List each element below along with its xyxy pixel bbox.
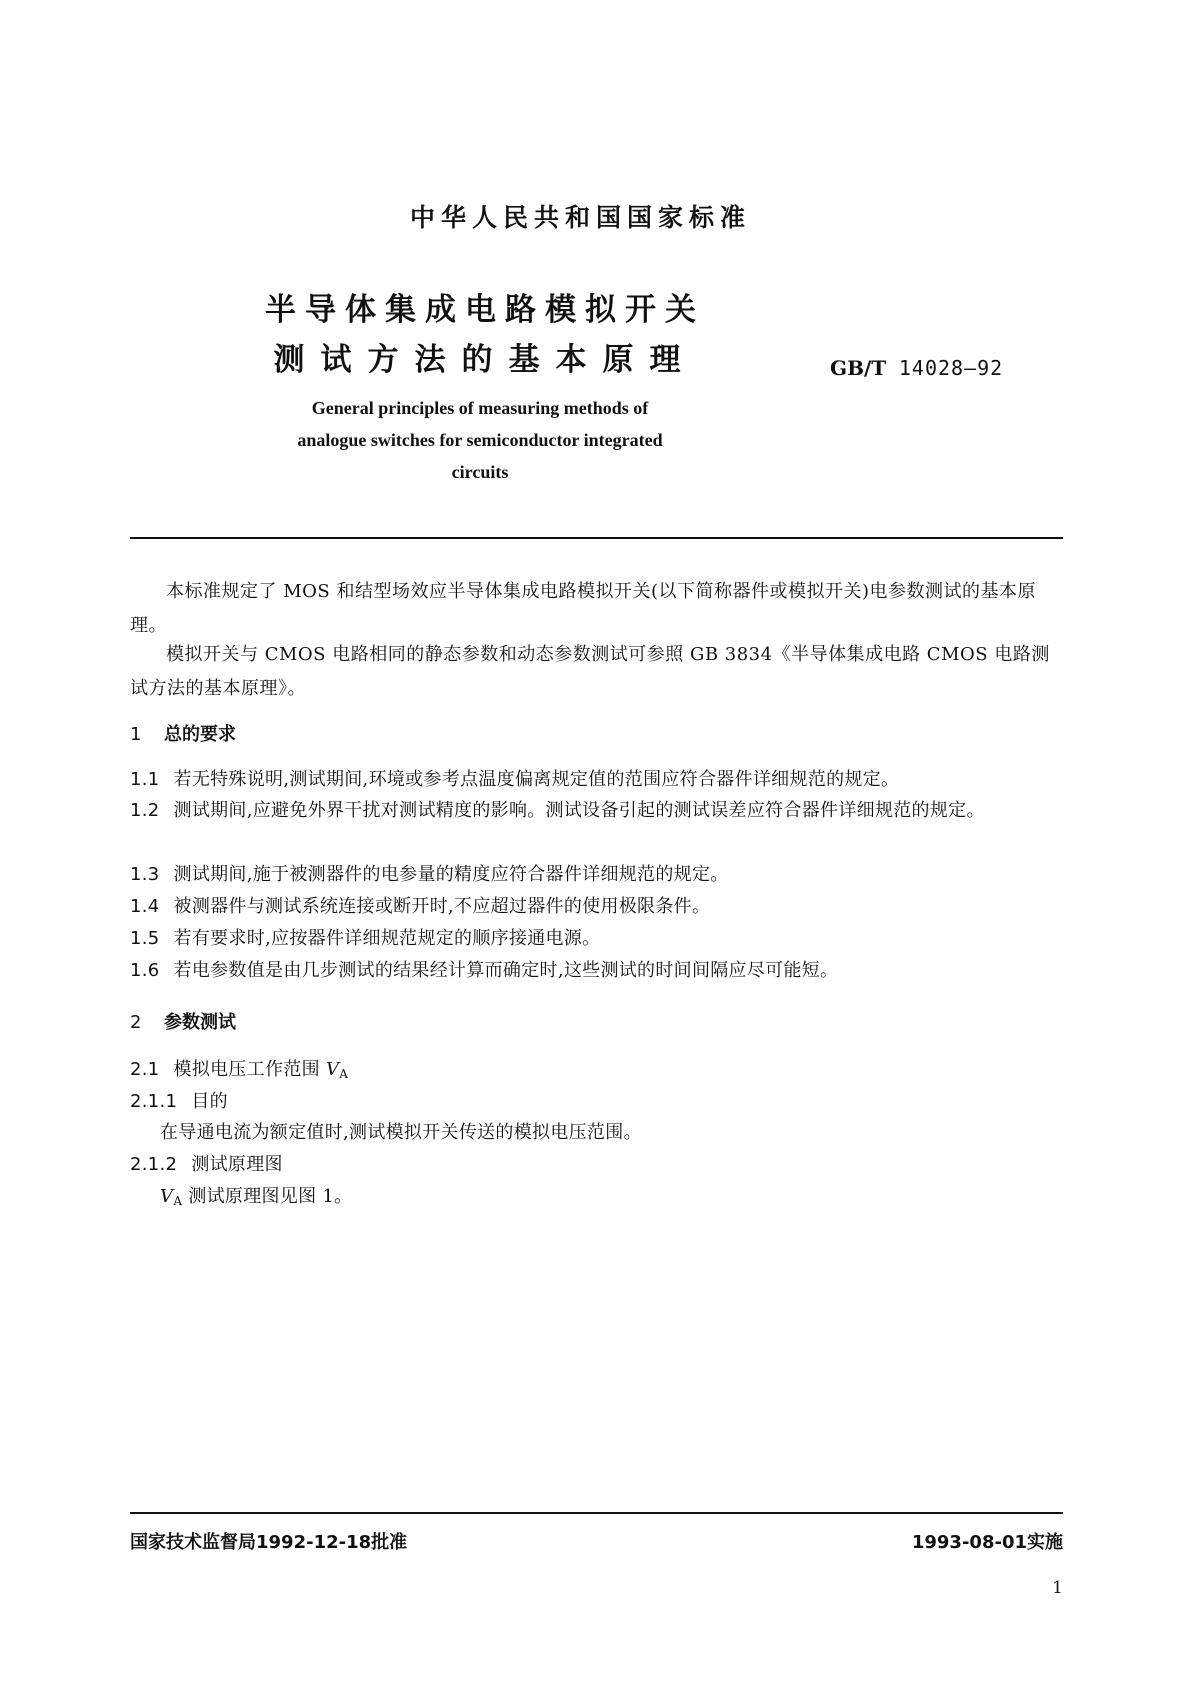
section-2-number: 2 bbox=[130, 1012, 142, 1033]
title-en-line1: General principles of measuring methods of bbox=[311, 398, 649, 418]
section-1-title: 总的要求 bbox=[164, 724, 236, 745]
national-standard-label: 中华人民共和国国家标准 bbox=[409, 203, 751, 232]
clause-1-4 bbox=[130, 890, 1065, 924]
clause-number: 1.3 bbox=[130, 864, 160, 885]
standard-code-prefix: GB/T bbox=[830, 356, 887, 380]
section-2-heading bbox=[130, 1008, 236, 1034]
section-1-heading bbox=[130, 720, 236, 746]
clause-2-1-2-body bbox=[160, 1180, 1095, 1218]
title-en-line3: circuits bbox=[451, 462, 509, 482]
voltage-subscript: A bbox=[339, 1067, 349, 1081]
clause-number: 2.1.2 bbox=[130, 1154, 178, 1175]
clause-2-1-1-body: 在导通电流为额定值时,测试模拟开关传送的模拟电压范围。 bbox=[160, 1122, 642, 1143]
clause-text: 被测器件与测试系统连接或断开时,不应超过器件的使用极限条件。 bbox=[173, 896, 711, 917]
clause-text: 若电参数值是由几步测试的结果经计算而确定时,这些测试的时间间隔应尽可能短。 bbox=[173, 960, 839, 981]
clause-text: 若有要求时,应按器件详细规范规定的顺序接通电源。 bbox=[173, 928, 601, 949]
section-1-number: 1 bbox=[130, 724, 142, 745]
title-cn-line1: 半导体集成电路模拟开关 bbox=[265, 292, 705, 328]
clause-1-1 bbox=[130, 763, 1065, 797]
voltage-subscript: A bbox=[173, 1194, 183, 1208]
clause-1-5 bbox=[130, 922, 1065, 956]
clause-1-2 bbox=[130, 794, 1065, 828]
clause-text: 测试期间,应避免外界干扰对测试精度的影响。测试设备引起的测试误差应符合器件详细规范的规定。 bbox=[173, 800, 985, 821]
clause-body-text: 测试原理图见图 1。 bbox=[188, 1186, 353, 1207]
clause-2-1-1 bbox=[130, 1085, 1065, 1119]
clause-number: 2.1.1 bbox=[130, 1091, 178, 1112]
intro-paragraph-2: 模拟开关与 CMOS 电路相同的静态参数和动态参数测试可参照 GB 3834《半导体集成电路 CMOS 电路测试方法的基本原理》。 bbox=[130, 644, 1050, 699]
footer-divider bbox=[130, 1512, 1063, 1514]
clause-number: 1.6 bbox=[130, 960, 160, 981]
page-number: 1 bbox=[1052, 1578, 1063, 1598]
voltage-symbol: V bbox=[325, 1059, 340, 1080]
clause-title: 目的 bbox=[191, 1091, 228, 1112]
intro-paragraph-1: 本标准规定了 MOS 和结型场效应半导体集成电路模拟开关(以下简称器件或模拟开关)电参数测试的基本原理。 bbox=[130, 581, 1037, 636]
clause-title: 测试原理图 bbox=[191, 1154, 283, 1175]
clause-number: 1.5 bbox=[130, 928, 160, 949]
title-en-line2: analogue switches for semiconductor integrated bbox=[297, 430, 663, 450]
standard-code bbox=[830, 356, 1003, 380]
clause-number: 2.1 bbox=[130, 1059, 160, 1080]
approval-date: 国家技术监督局1992-12-18批准 bbox=[130, 1532, 408, 1553]
header-divider bbox=[130, 537, 1063, 539]
clause-text: 模拟电压工作范围 bbox=[173, 1059, 320, 1080]
implementation-date: 1993-08-01实施 bbox=[911, 1532, 1063, 1553]
clause-number: 1.2 bbox=[130, 800, 160, 821]
section-2-title: 参数测试 bbox=[164, 1012, 236, 1033]
clause-number: 1.4 bbox=[130, 896, 160, 917]
clause-text: 测试期间,施于被测器件的电参量的精度应符合器件详细规范的规定。 bbox=[173, 864, 729, 885]
standard-code-number: 14028—92 bbox=[898, 356, 1004, 380]
voltage-symbol: V bbox=[160, 1186, 174, 1207]
clause-1-3 bbox=[130, 858, 1065, 892]
clause-2-1-2 bbox=[130, 1148, 1065, 1182]
clause-text: 若无特殊说明,测试期间,环境或参考点温度偏离规定值的范围应符合器件详细规范的规定。 bbox=[173, 769, 900, 790]
clause-number: 1.1 bbox=[130, 769, 160, 790]
title-cn-line2: 测试方法的基本原理 bbox=[273, 342, 697, 378]
clause-1-6 bbox=[130, 954, 1065, 988]
